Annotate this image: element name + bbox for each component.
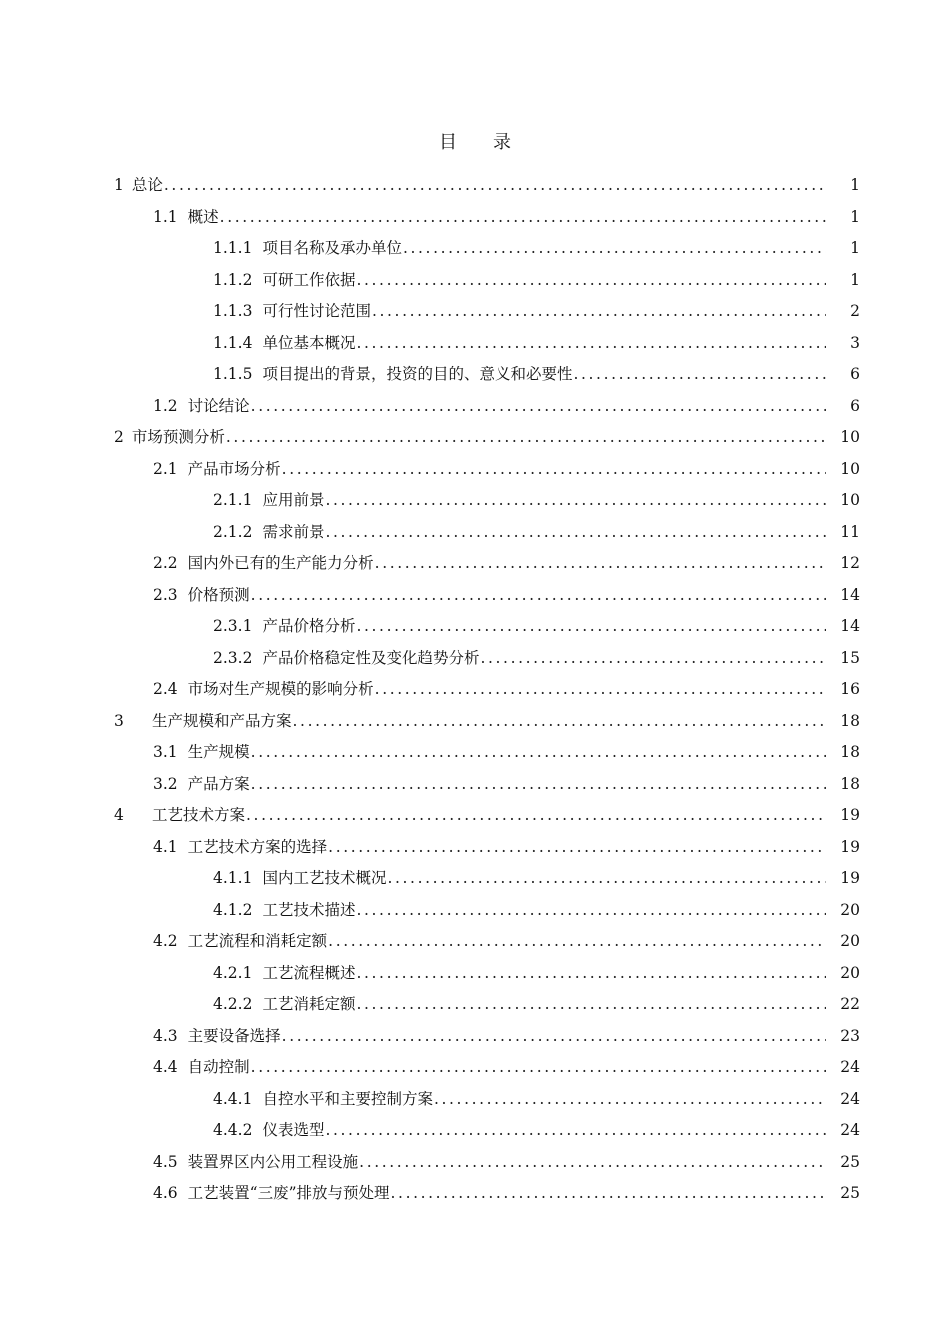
toc-entry-number: 4.1.1	[213, 869, 253, 887]
toc-entry-page-number: 1	[850, 176, 860, 194]
toc-dot-leader	[220, 204, 826, 230]
toc-entry-number: 1.1.3	[213, 302, 253, 320]
toc-entry-title: 国内工艺技术概况	[262, 869, 387, 887]
toc-dot-leader	[403, 235, 826, 261]
toc-entry-title: 总论	[131, 176, 163, 194]
toc-dot-leader	[251, 393, 826, 419]
toc-entry-title: 项目提出的背景，投资的目的、意义和必要性	[262, 365, 573, 383]
toc-entry-number: 1.1.1	[213, 239, 253, 257]
toc-entry-number: 2.1.1	[213, 491, 253, 509]
toc-entry[interactable]	[153, 1149, 860, 1175]
toc-entry[interactable]	[213, 991, 860, 1017]
toc-dot-leader	[328, 834, 826, 860]
toc-entry-title: 可研工作依据	[262, 270, 356, 289]
toc-entry-number: 2.3	[153, 585, 178, 604]
toc-entry-number: 1.1.2	[213, 270, 253, 289]
toc-dot-leader	[226, 424, 826, 450]
toc-entry[interactable]	[114, 708, 860, 734]
toc-entry[interactable]	[153, 393, 860, 419]
toc-entry-page-number: 23	[840, 1026, 860, 1045]
toc-entry-title: 可行性讨论范围	[262, 302, 371, 320]
toc-dot-leader	[356, 897, 826, 923]
toc-dot-leader	[356, 960, 826, 986]
toc-entry[interactable]	[213, 897, 860, 923]
toc-dot-leader	[251, 739, 826, 765]
toc-entry[interactable]	[114, 424, 860, 450]
toc-entry-number: 4.6	[153, 1184, 178, 1202]
toc-dot-leader	[356, 991, 826, 1017]
toc-entry-title: 项目名称及承办单位	[262, 239, 402, 257]
toc-dot-leader	[325, 1117, 826, 1143]
toc-entry-title: 生产规模和产品方案	[152, 711, 292, 730]
toc-entry-page-number: 6	[850, 365, 860, 383]
toc-entry-title: 讨论结论	[187, 396, 250, 415]
toc-dot-leader	[251, 771, 826, 797]
toc-dot-leader	[325, 487, 826, 513]
toc-entry-page-number: 6	[850, 396, 860, 415]
toc-entry[interactable]	[213, 519, 860, 545]
toc-entry[interactable]	[153, 771, 860, 797]
toc-entry[interactable]	[153, 739, 860, 765]
toc-entry[interactable]	[153, 456, 860, 482]
toc-entry[interactable]	[213, 361, 860, 387]
toc-entry-title: 产品方案	[187, 774, 250, 793]
toc-entry-page-number: 19	[840, 869, 860, 887]
toc-entry-number: 2.3.1	[213, 617, 253, 635]
toc-entry[interactable]	[213, 330, 860, 356]
toc-entry-number: 1.2	[153, 396, 178, 415]
toc-entry[interactable]	[213, 1117, 860, 1143]
toc-entry[interactable]	[153, 1023, 860, 1049]
toc-entry[interactable]	[153, 204, 860, 230]
toc-dot-leader	[372, 298, 826, 324]
toc-entry-page-number: 1	[850, 207, 860, 226]
toc-entry-number: 4.1	[153, 837, 178, 856]
toc-entry-number: 4.2.1	[213, 963, 253, 982]
toc-entry[interactable]	[153, 1054, 860, 1080]
toc-entry-number: 4.4.2	[213, 1121, 253, 1139]
toc-entry-page-number: 20	[840, 900, 860, 919]
toc-entry-title: 产品市场分析	[187, 459, 281, 478]
toc-entry-title: 国内外已有的生产能力分析	[187, 554, 374, 572]
toc-entry-page-number: 15	[840, 648, 860, 667]
toc-entry[interactable]	[213, 865, 860, 891]
toc-entry[interactable]	[153, 834, 860, 860]
toc-entry-title: 概述	[187, 207, 219, 226]
toc-dot-leader	[246, 802, 826, 828]
toc-dot-leader	[251, 1054, 826, 1080]
toc-dot-leader	[293, 708, 826, 734]
toc-dot-leader	[282, 456, 826, 482]
toc-entry-title: 自动控制	[187, 1058, 250, 1076]
toc-entry-number: 2.4	[153, 680, 178, 698]
toc-entry-number: 3.1	[153, 743, 178, 761]
toc-entry-page-number: 25	[840, 1152, 860, 1171]
toc-entry-title: 工艺流程概述	[262, 963, 356, 982]
toc-entry-page-number: 1	[850, 239, 860, 257]
toc-entry-title: 工艺装置“三废”排放与预处理	[187, 1184, 390, 1202]
toc-entry-title: 仪表选型	[262, 1121, 325, 1139]
toc-entry-page-number: 18	[840, 743, 860, 761]
toc-entry[interactable]	[153, 582, 860, 608]
toc-entry-title: 工艺技术方案	[152, 806, 246, 824]
toc-dot-leader	[356, 613, 826, 639]
toc-entry-number: 1.1.4	[213, 333, 253, 352]
toc-entry[interactable]	[114, 802, 860, 828]
toc-entry-page-number: 11	[840, 522, 860, 541]
toc-entry-number: 2.2	[153, 554, 178, 572]
toc-entry-title: 市场预测分析	[131, 428, 225, 446]
toc-entry-page-number: 20	[840, 963, 860, 982]
toc-entry-page-number: 18	[840, 774, 860, 793]
toc-entry[interactable]	[213, 487, 860, 513]
toc-dot-leader	[434, 1086, 826, 1112]
toc-entry-page-number: 3	[850, 333, 860, 352]
toc-entry[interactable]	[213, 613, 860, 639]
toc-entry[interactable]	[213, 960, 860, 986]
toc-entry-title: 需求前景	[262, 522, 325, 541]
toc-entry[interactable]	[153, 676, 860, 702]
toc-entry-number: 1.1	[153, 207, 178, 226]
toc-entry-title: 应用前景	[262, 491, 325, 509]
toc-entry-number: 4.4.1	[213, 1089, 253, 1108]
toc-dot-leader	[573, 361, 826, 387]
toc-dot-leader	[480, 645, 826, 671]
page-title: 目 录	[439, 132, 511, 153]
toc-entry-title: 生产规模	[187, 743, 250, 761]
toc-entry-title: 工艺消耗定额	[262, 995, 356, 1013]
toc-entry-number: 4.2	[153, 932, 178, 950]
toc-entry-number: 4	[114, 806, 124, 824]
toc-dot-leader	[356, 267, 826, 293]
toc-entry-number: 4.2.2	[213, 995, 253, 1013]
toc-entry-title: 单位基本概况	[262, 333, 356, 352]
toc-entry-title: 价格预测	[187, 585, 250, 604]
toc-entry-number: 1.1.5	[213, 365, 253, 383]
toc-entry-title: 工艺流程和消耗定额	[187, 932, 328, 950]
toc-entry-title: 市场对生产规模的影响分析	[187, 680, 374, 698]
toc-entry-page-number: 10	[840, 428, 860, 446]
toc-dot-leader	[359, 1149, 826, 1175]
toc-dot-leader	[375, 676, 826, 702]
toc-entry[interactable]	[153, 1180, 860, 1206]
toc-entry[interactable]	[213, 298, 860, 324]
toc-dot-leader	[356, 330, 826, 356]
toc-entry[interactable]	[213, 645, 860, 671]
toc-entry-title: 产品价格分析	[262, 617, 356, 635]
toc-dot-leader	[387, 865, 826, 891]
toc-entry[interactable]	[213, 267, 860, 293]
toc-entry-page-number: 10	[840, 459, 860, 478]
toc-entry-page-number: 19	[840, 837, 860, 856]
toc-entry-title: 主要设备选择	[187, 1026, 281, 1045]
toc-entry-page-number: 16	[840, 680, 860, 698]
toc-entry-page-number: 24	[840, 1089, 860, 1108]
toc-entry-page-number: 10	[840, 491, 860, 509]
toc-dot-leader	[328, 928, 826, 954]
toc-entry-number: 2	[114, 428, 124, 446]
toc-entry-number: 3.2	[153, 774, 178, 793]
toc-dot-leader	[251, 582, 826, 608]
toc-entry[interactable]	[114, 172, 860, 198]
toc-entry-title: 工艺技术方案的选择	[187, 837, 328, 856]
toc-entry-number: 3	[114, 711, 124, 730]
toc-dot-leader	[375, 550, 826, 576]
toc-dot-leader	[325, 519, 826, 545]
toc-entry-page-number: 18	[840, 711, 860, 730]
toc-entry-title: 装置界区内公用工程设施	[187, 1152, 359, 1171]
toc-entry[interactable]	[213, 235, 860, 261]
toc-dot-leader	[282, 1023, 826, 1049]
toc-entry-page-number: 24	[840, 1058, 860, 1076]
toc-entry-number: 4.4	[153, 1058, 178, 1076]
toc-entry-number: 2.1.2	[213, 522, 253, 541]
toc-entry-page-number: 12	[840, 554, 860, 572]
toc-entry-page-number: 2	[850, 302, 860, 320]
toc-entry-page-number: 14	[840, 617, 860, 635]
toc-entry-title: 产品价格稳定性及变化趋势分析	[262, 648, 480, 667]
toc-entry[interactable]	[153, 550, 860, 576]
toc-entry-number: 1	[114, 176, 124, 194]
toc-entry-number: 2.1	[153, 459, 178, 478]
toc-entry[interactable]	[153, 928, 860, 954]
toc-entry-number: 4.3	[153, 1026, 178, 1045]
toc-entry-page-number: 1	[850, 270, 860, 289]
toc-entry[interactable]	[213, 1086, 860, 1112]
toc-entry-page-number: 22	[840, 995, 860, 1013]
toc-entry-number: 4.5	[153, 1152, 178, 1171]
toc-dot-leader	[164, 172, 826, 198]
toc-dot-leader	[391, 1180, 826, 1206]
toc-entry-page-number: 25	[840, 1184, 860, 1202]
toc-entry-title: 工艺技术描述	[262, 900, 356, 919]
toc-entry-number: 4.1.2	[213, 900, 253, 919]
toc-entry-title: 自控水平和主要控制方案	[262, 1089, 433, 1108]
toc-entry-page-number: 14	[840, 585, 860, 604]
toc-entry-page-number: 19	[840, 806, 860, 824]
toc-entry-number: 2.3.2	[213, 648, 253, 667]
toc-entry-page-number: 20	[840, 932, 860, 950]
toc-entry-page-number: 24	[840, 1121, 860, 1139]
